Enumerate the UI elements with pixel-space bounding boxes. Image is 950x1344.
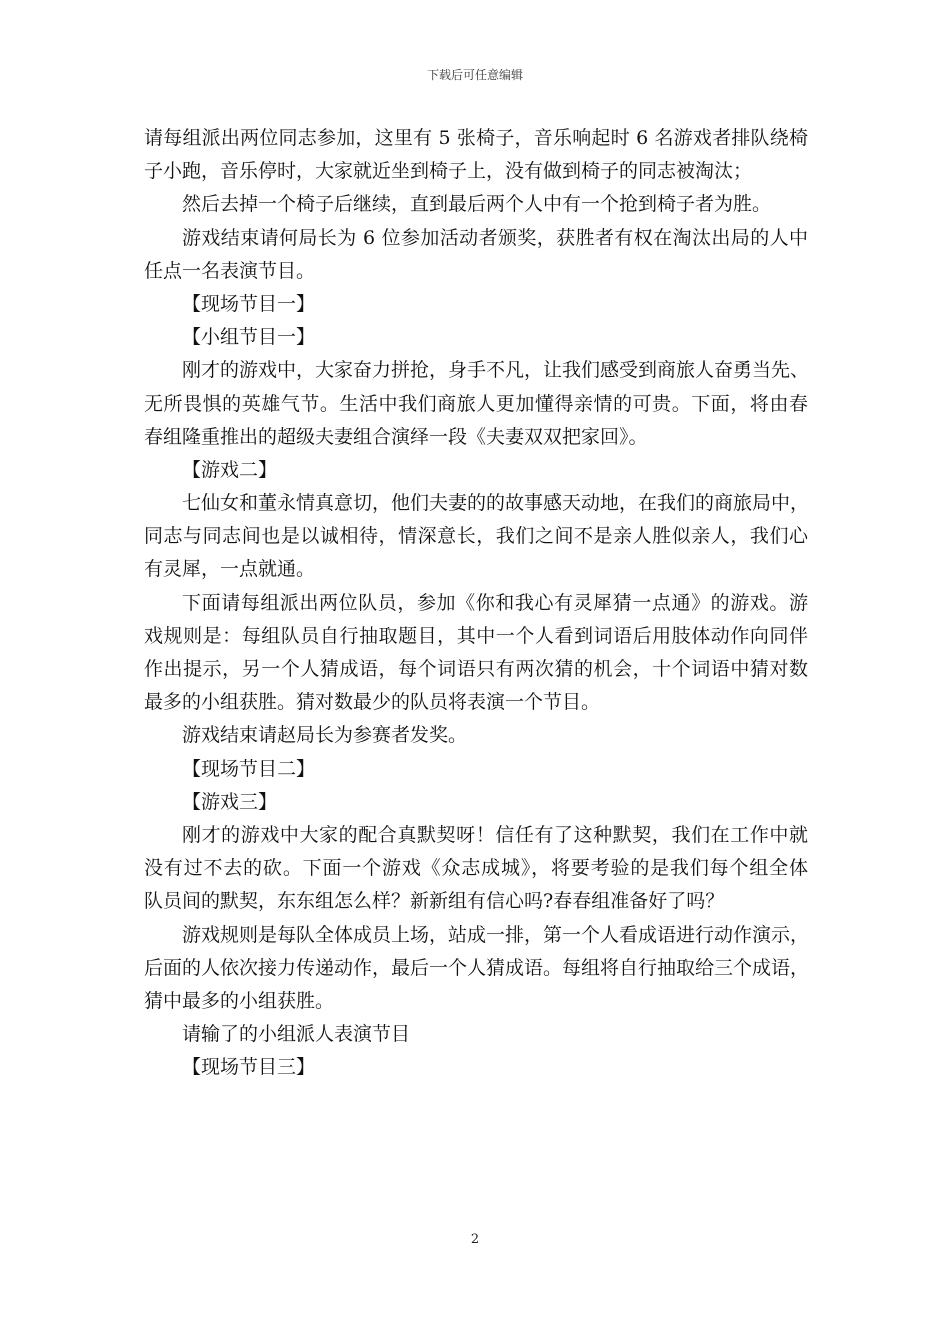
- text-line: 有灵犀，一点就通。: [144, 558, 316, 581]
- text-line: 春组隆重推出的超级夫妻组合演绎一段《夫妻双双把家回》。: [144, 425, 648, 448]
- page-number: 2: [470, 1232, 480, 1247]
- text-line: 然后去掉一个椅子后继续，直到最后两个人中有一个抢到椅子者为胜。: [182, 193, 772, 216]
- text-line: 【游戏二】: [182, 458, 278, 481]
- text-line: 最多的小组获胜。猜对数最少的队员将表演一个节目。: [144, 691, 601, 714]
- text-line: 请输了的小组派人表演节目: [182, 1023, 411, 1046]
- text-line: 任点一名表演节目。: [144, 259, 316, 282]
- text-line: 【现场节目一】: [182, 292, 316, 315]
- text-line: 游戏结束请何局长为 6 位参加活动者颁奖，获胜者有权在淘汰出局的人中: [182, 226, 808, 249]
- text-line: 猜中最多的小组获胜。: [144, 989, 335, 1012]
- text-line: 【现场节目三】: [182, 1056, 316, 1079]
- text-line: 游戏规则是每队全体成员上场，站成一排，第一个人看成语进行动作演示，: [182, 923, 810, 946]
- text-line: 刚才的游戏中，大家奋力拼抢，身手不凡，让我们感受到商旅人奋勇当先、: [182, 359, 810, 382]
- text-line: 请每组派出两位同志参加，这里有 5 张椅子，音乐响起时 6 名游戏者排队绕椅: [144, 127, 808, 149]
- text-line: 作出提示，另一个人猜成语，每个词语只有两次猜的机会，十个词语中猜对数: [144, 658, 808, 680]
- text-line: 刚才的游戏中大家的配合真默契呀！信任有了这种默契，我们在工作中就: [182, 823, 808, 846]
- text-line: 子小跑，音乐停时，大家就近坐到椅子上，没有做到椅子的同志被淘汰；: [144, 160, 753, 183]
- document-body: [144, 122, 808, 1084]
- text-line: 同志与同志间也是以诚相待，情深意长，我们之间不是亲人胜似亲人，我们心: [144, 525, 808, 548]
- page-header-note: 下载后可任意编辑: [426, 68, 523, 82]
- text-line: 戏规则是：每组队员自行抽取题目，其中一个人看到词语后用肢体动作向同伴: [144, 624, 808, 647]
- text-line: 后面的人依次接力传递动作，最后一个人猜成语。每组将自行抽取给三个成语，: [144, 956, 810, 979]
- text-line: 队员间的默契，东东组怎么样？新新组有信心吗?春春组准备好了吗？: [144, 890, 725, 913]
- text-line: 无所畏惧的英雄气节。生活中我们商旅人更加懂得亲情的可贵。下面，将由春: [144, 392, 808, 415]
- text-line: 七仙女和董永情真意切，他们夫妻的的故事感天动地，在我们的商旅局中，: [182, 492, 810, 515]
- text-line: 【小组节目一】: [182, 326, 316, 349]
- text-line: 没有过不去的砍。下面一个游戏《众志成城》，将要考验的是我们每个组全体: [144, 857, 808, 880]
- text-line: 【现场节目二】: [182, 757, 316, 780]
- text-line: 【游戏三】: [182, 790, 278, 813]
- text-line: 游戏结束请赵局长为参赛者发奖。: [182, 724, 468, 747]
- text-line: 下面请每组派出两位队员，参加《你和我心有灵犀猜一点通》的游戏。游: [182, 591, 808, 614]
